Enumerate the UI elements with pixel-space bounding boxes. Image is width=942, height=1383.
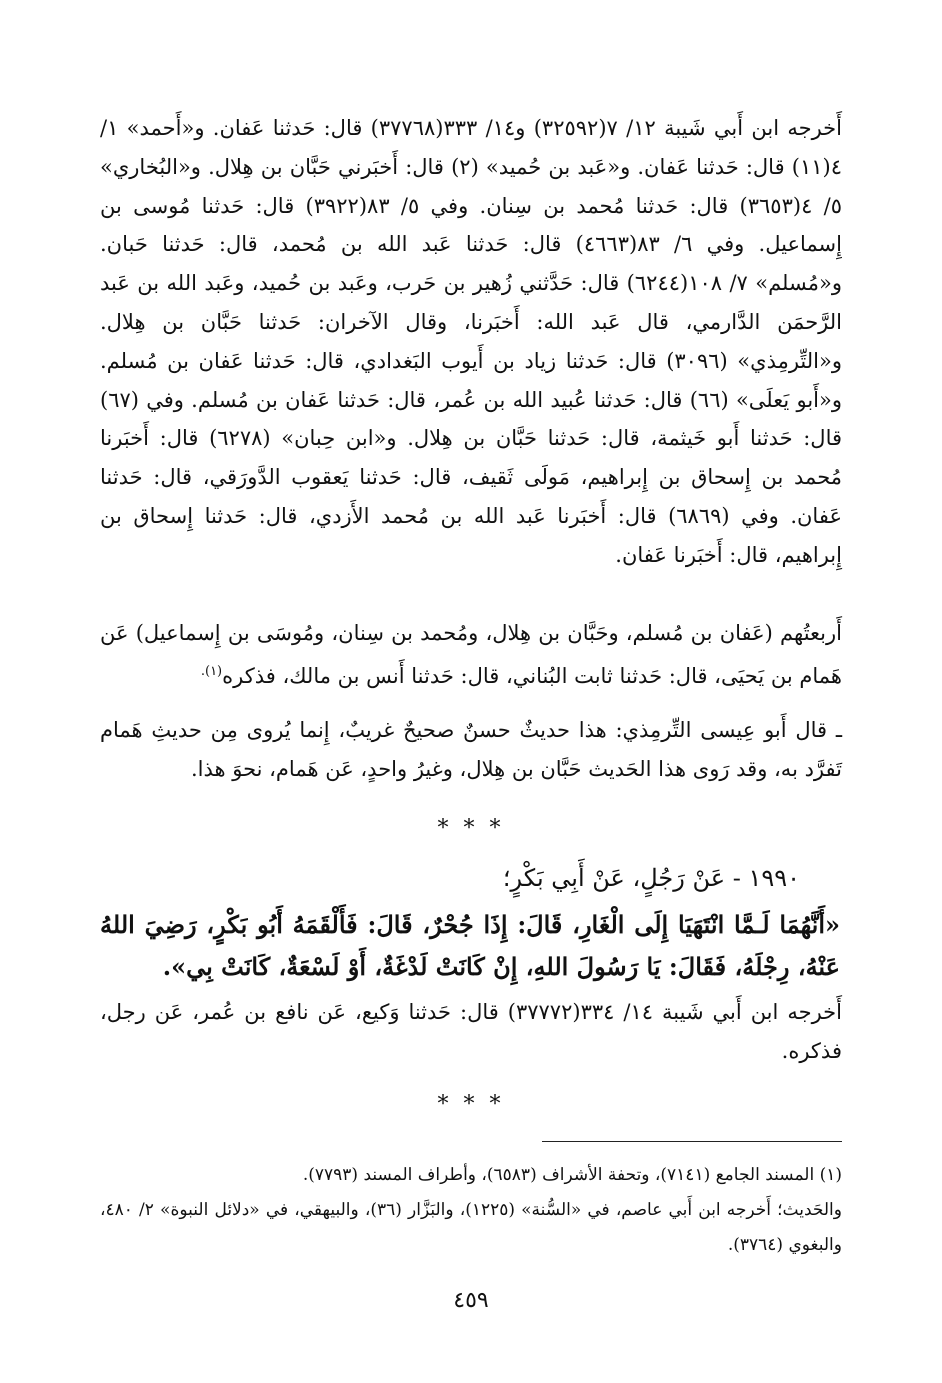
page-number: ٤٥٩: [453, 1288, 489, 1313]
footnotes: [100, 1158, 842, 1263]
takhrij-paragraph-1: [100, 109, 842, 575]
footnote-1: (١) المسند الجامع (٧١٤١)، وتحفة الأشراف (٦٥٨٣)، وأطراف المسند (٧٧٩٣).: [302, 1165, 842, 1185]
tirmidhi-note-paragraph: [100, 711, 842, 789]
footnote-reference: (١).: [200, 663, 223, 679]
takhrij-text-2: أَخرجه ابن أَبي شَيبة ١٤/ ٣٣٤(٣٧٧٧٢) قال: حَدثنا وَكيع، عَن نافع بن عُمر، عَن رجل، فذكره.: [100, 1000, 842, 1063]
takhrij-text: أَخرجه ابن أَبي شَيبة ١٢/ ٧(٣٢٥٩٢) و١٤/ ٣٣٣(٣٧٧٦٨) قال: حَدثنا عَفان. و«أَحمد» ١/ ٤(١١) قال: حَدثنا عَفان. و«عَبد بن حُميد» (٢) قال: أَخبَرني حَبَّان بن هِلال. و«البُخاري» ٥/ ٤(٣٦٥٣) قال: حَدثنا مُحمد بن سِنان. وفي ٥/ ٨٣(٣٩٢٢) قال: حَدثنا مُوسى بن إِسماعيل. وفي ٦/ ٨٣(٤٦٦٣) قال: حَدثنا عَبد الله بن مُحمد، قال: حَدثنا حَبان. و«مُسلم» ٧/ ١٠٨(٦٢٤٤) قال: حَدَّثني زُهير بن حَرب، وعَبد بن حُميد، وعَبد الله بن عَبد الرَّحمَن الدَّارمي، قال عَبد الله: أَخبَرنا، وقال الآخران: حَدثنا حَبَّان بن هِلال. و«التِّرمِذي» (٣٠٩٦) قال: حَدثنا زياد بن أَيوب البَغدادي، قال: حَدثنا عَفان بن مُسلم. و«أَبو يَعلَى» (٦٦) قال: حَدثنا عُبيد الله بن عُمر، قال: حَدثنا عَفان بن مُسلم. وفي (٦٧) قال: حَدثنا أَبو خَيثمة، قال: حَدثنا حَبَّان بن هِلال. و«ابن حِبان» (٦٢٧٨) قال: أَخبَرنا مُحمد بن إِسحاق بن إِبراهيم، مَولَى ثَقيف، قال: حَدثنا يَعقوب الدَّورَقي، قال: حَدثنا عَفان. وفي (٦٨٦٩) قال: أَخبَرنا عَبد الله بن مُحمد الأَزدي، قال: حَدثنا إِسحاق بن إِبراهيم، قال: أَخبَرنا عَفان.: [100, 116, 843, 567]
hadith-heading: ١٩٩٠ - عَنْ رَجُلٍ، عَنْ أَبِي بَكْرٍ؛: [502, 864, 800, 892]
arbaatuhum-paragraph: [100, 614, 842, 696]
footnote-divider: [542, 1141, 842, 1142]
takhrij-paragraph-2: [100, 993, 842, 1071]
arbaatuhum-text: [100, 614, 842, 696]
arbaatuhum-body: أَربعتُهم (عَفان بن مُسلم، وحَبَّان بن هِلال، ومُحمد بن سِنان، ومُوسَى بن إِسماعيل) عَن هَمام بن يَحيَى، قال: حَدثنا ثابت البُناني، قال: حَدثنا أَنس بن مالك، فذكره: [100, 621, 842, 688]
footnote-2: والحَديث؛ أَخرجه ابن أَبي عاصم، في «السُّنة» (١٢٢٥)، والبَزَّار (٣٦)، والبيهقي، في «دلائل النبوة» ٢/ ٤٨٠، والبغوي (٣٧٦٤).: [100, 1200, 842, 1255]
hadith-matn: «أَنَّهُمَا لَـمَّا انْتَهَيَا إِلَى الْغَارِ، قَالَ: إِذَا جُحْرٌ، قَالَ: فَأَلْقَمَهُ أَبُو بَكْرٍ، رَضِيَ اللهُ عَنْهُ، رِجْلَهُ، فَقَالَ: يَا رَسُولَ اللهِ، إِنْ كَانَتْ لَدْغَةٌ، أَوْ لَسْعَةٌ، كَانَتْ بِي».: [100, 910, 840, 981]
section-separator: * * *: [437, 816, 505, 841]
section-separator-2: * * *: [437, 1092, 505, 1117]
tirmidhi-note-text: ـ قال أَبو عِيسى التِّرمِذي: هذا حديثٌ حسنٌ صحيحٌ غريبٌ، إِنما يُروى مِن حديثِ هَمام تَفرَّد به، وقد رَوى هذا الحَديث حَبَّان بن هِلال، وغيرُ واحدٍ، عَن هَمام، نحوَ هذا.: [100, 718, 842, 781]
